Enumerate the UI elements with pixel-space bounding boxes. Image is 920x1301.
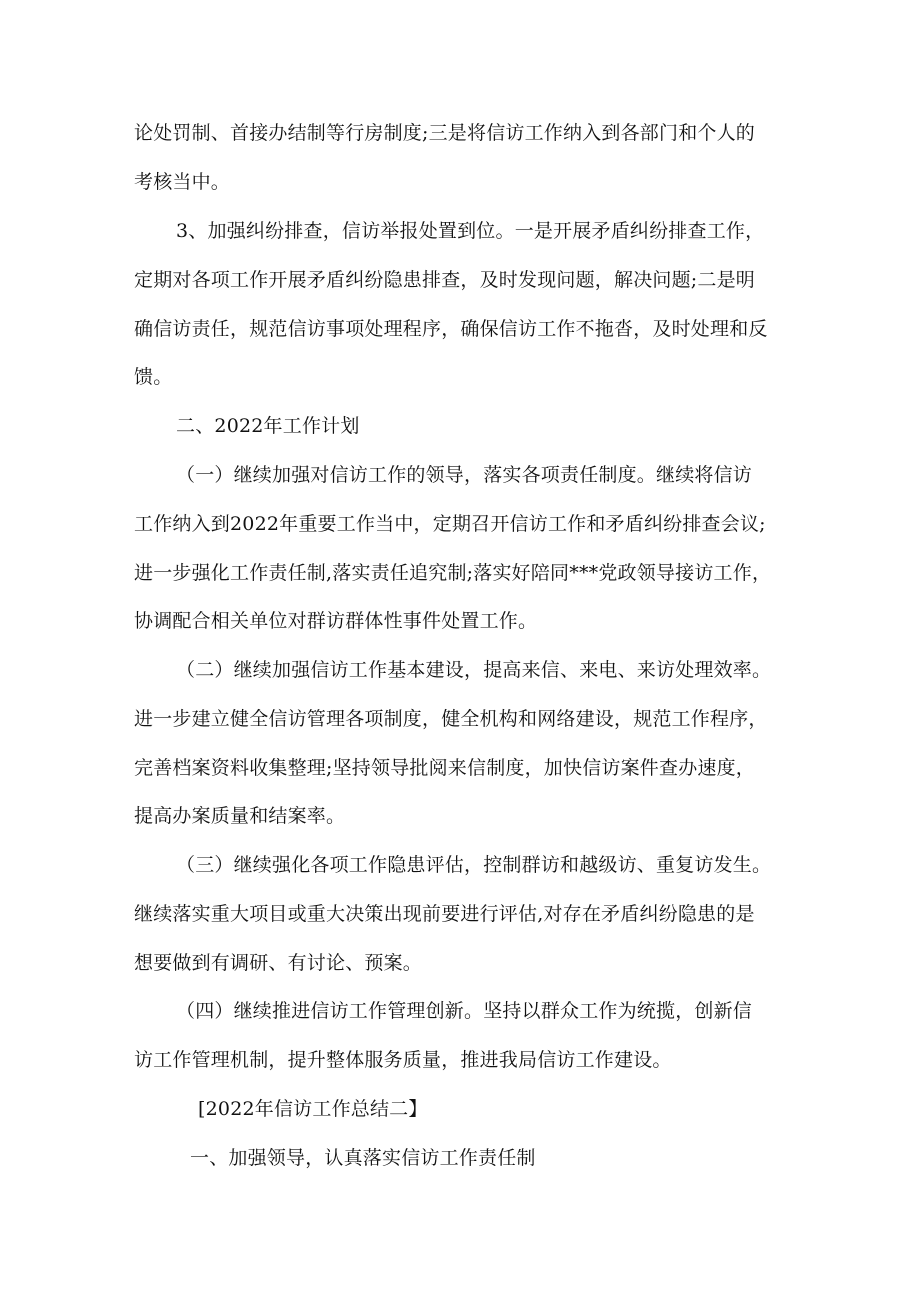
- text-line-14: 完善档案资料收集整理;坚持领导批阅来信制度，加快信访案件查办速度，: [134, 757, 756, 779]
- text-line-11: 协调配合相关单位对群访群体性事件处置工作。: [134, 610, 538, 632]
- text-line-16: （三）继续强化各项工作隐患评估，控制群访和越级访、重复访发生。: [176, 854, 772, 876]
- text-line-15: 提高办案质量和结案率。: [134, 805, 346, 827]
- text-line-17: 继续落实重大项目或重大决策出现前要进行评估,对存在矛盾纠纷隐患的是: [134, 903, 755, 925]
- text-line-20: 访工作管理机制，提升整体服务质量，推进我局信访工作建设。: [134, 1049, 672, 1071]
- section-heading-summary: [2022年信访工作总结二】: [198, 1098, 428, 1120]
- text-line-18: 想要做到有调研、有讨论、预案。: [134, 952, 423, 974]
- section-heading-plan: 二、2022年工作计划: [176, 415, 360, 437]
- text-line-1: 论处罚制、首接办结制等行房制度;三是将信访工作纳入到各部门和个人的: [134, 122, 756, 144]
- text-line-3: 3、加强纠纷排查，信访举报处置到位。一是开展矛盾纠纷排查工作，: [176, 220, 765, 242]
- subsection-heading: 一、加强领导，认真落实信访工作责任制: [190, 1147, 536, 1169]
- text-line-4: 定期对各项工作开展矛盾纠纷隐患排查，及时发现问题，解决问题;二是明: [134, 269, 756, 291]
- text-line-19: （四）继续推进信访工作管理创新。坚持以群众工作为统揽，创新信: [176, 1000, 753, 1022]
- text-line-13: 进一步建立健全信访管理各项制度，健全机构和网络建设，规范工作程序，: [134, 708, 768, 730]
- text-line-2: 考核当中。: [134, 171, 231, 193]
- text-line-12: （二）继续加强信访工作基本建设，提高来信、来电、来访处理效率。: [176, 659, 772, 681]
- text-line-9: 工作纳入到2022年重要工作当中，定期召开信访工作和矛盾纠纷排查会议;: [134, 513, 766, 535]
- text-line-6: 馈。: [134, 366, 173, 388]
- text-line-5: 确信访责任，规范信访事项处理程序，确保信访工作不拖沓，及时处理和反: [134, 318, 768, 340]
- text-line-10: 进一步强化工作责任制,落实责任追究制;落实好陪同***党政领导接访工作，: [134, 562, 772, 584]
- text-line-8: （一）继续加强对信访工作的领导，落实各项责任制度。继续将信访: [176, 464, 753, 486]
